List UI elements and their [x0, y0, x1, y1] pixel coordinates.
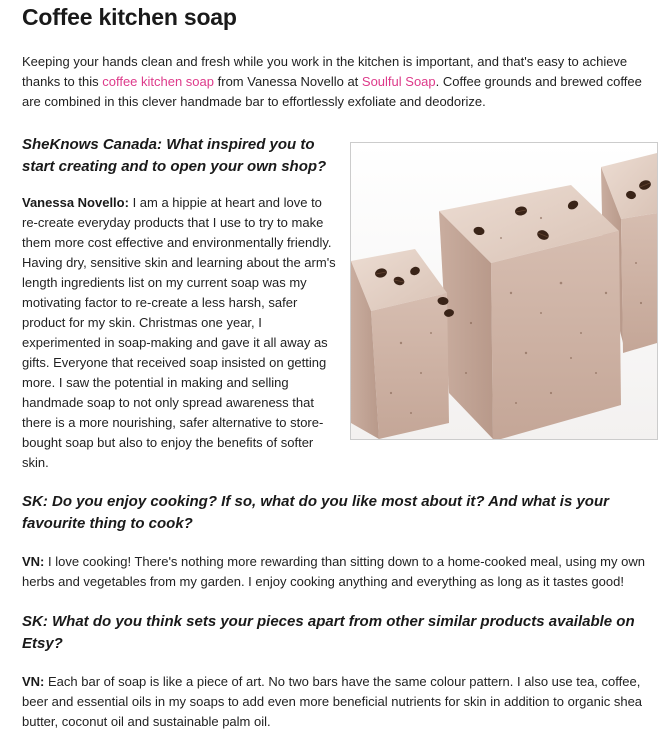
answer-1-text: I am a hippie at heart and love to re-create everyday products that I use to try to make them more cost effective and environmentally friendly. Having dry, sensitive skin and learning about the arm's length ingredients list on my current soap was my motivating factor to re-create a less harsh, safer product for my skin. Christmas one year, I experimented in soap-making and gave it all away as gifts. Everyone that received soap insisted on getting more. I saw the potential in making and selling handmade soap to not only spread awareness that there is a more nourishing, safer alternative to store-bought soap but also to enjoy the benefits of softer skin.: [22, 195, 336, 470]
answer-1: [22, 193, 340, 473]
answer-1-speaker: Vanessa Novello:: [22, 195, 129, 210]
intro-text-3: . Coffee grounds and brewed coffee are combined in this clever handmade bar to effortlessly exfoliate and deodorize.: [22, 74, 642, 109]
answer-2: [22, 552, 658, 592]
coffee-kitchen-soap-link[interactable]: coffee kitchen soap: [102, 74, 215, 89]
coffee-soap-photo: [350, 142, 658, 440]
intro-text-2: from Vanessa Novello at: [214, 74, 362, 89]
answer-2-text: I love cooking! There's nothing more rewarding than sitting down to a home-cooked meal, using my own herbs and vegetables from my garden. I enjoy cooking anything and everything as long as it tastes good!: [22, 554, 645, 589]
answer-3-speaker: VN:: [22, 674, 45, 689]
intro-text-1: Keeping your hands clean and fresh while you work in the kitchen is important, and that's easy to achieve thanks to this: [22, 54, 628, 89]
intro-paragraph: [22, 52, 654, 112]
article-title: Coffee kitchen soap: [22, 4, 237, 30]
question-1: SheKnows Canada: What inspired you to start creating and to open your own shop?: [22, 136, 327, 175]
soulful-soap-link[interactable]: Soulful Soap: [361, 74, 436, 89]
soap-bars-illustration: [351, 143, 657, 439]
question-2: SK: Do you enjoy cooking? If so, what do you like most about it? And what is your favourite thing to cook?: [22, 493, 609, 532]
answer-3: [22, 672, 658, 732]
question-3: SK: What do you think sets your pieces apart from other similar products available on Etsy?: [22, 613, 635, 652]
answer-2-speaker: VN:: [22, 554, 45, 569]
answer-3-text: Each bar of soap is like a piece of art. No two bars have the same colour pattern. I also use tea, coffee, beer and essential oils in my soaps to add even more beneficial nutrients for skin in addition to organic shea butter, coconut oil and sustainable palm oil.: [22, 674, 643, 729]
